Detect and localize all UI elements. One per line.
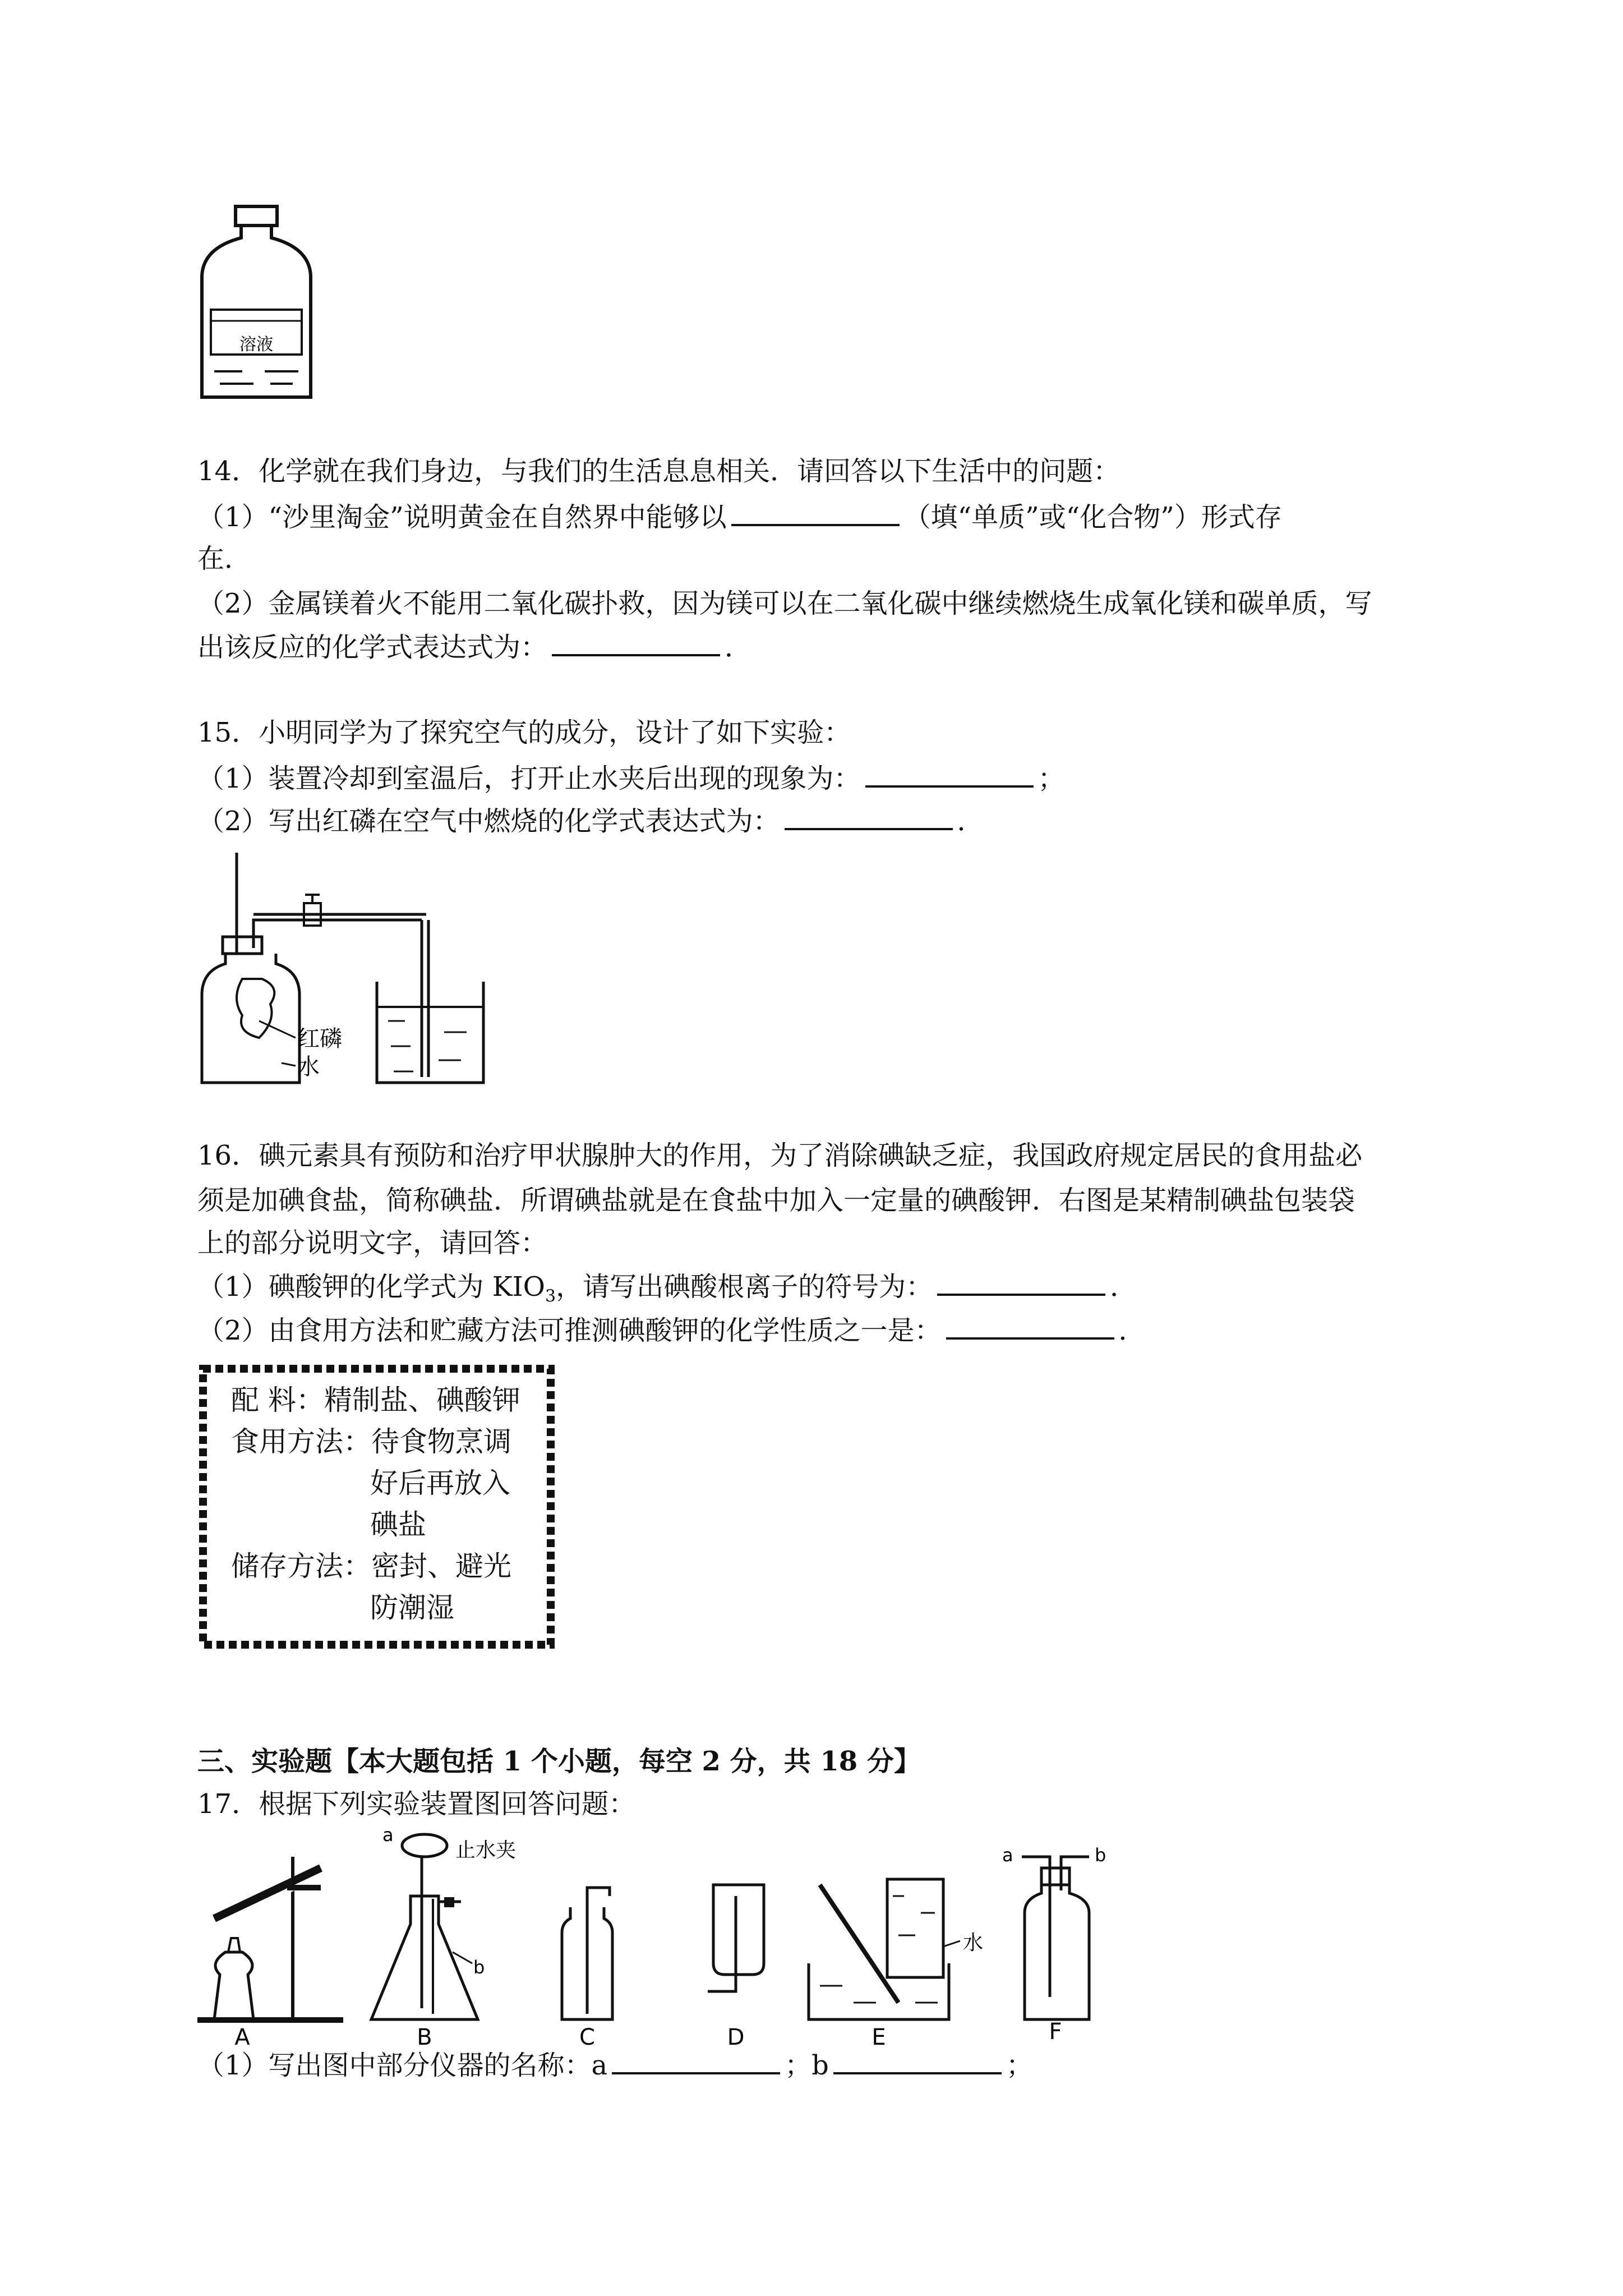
q16-p1-sub: 3 bbox=[545, 1286, 556, 1306]
q16-p2-end: ． bbox=[1118, 1315, 1146, 1346]
q17-blank-b[interactable] bbox=[833, 2047, 1002, 2074]
label-water-e: 水 bbox=[963, 1931, 984, 1954]
q16-blank1[interactable] bbox=[937, 1269, 1105, 1296]
salt-usage: 食用方法：待食物烹调 bbox=[231, 1425, 511, 1458]
salt-storage: 储存方法：密封、避光 bbox=[231, 1550, 511, 1582]
q15-p2-text: （2）写出红磷在空气中燃烧的化学式表达式为： bbox=[197, 806, 780, 837]
q17-part1 bbox=[197, 2047, 1033, 2082]
q15-p1-text: （1）装置冷却到室温后，打开止水夹后出现的现象为： bbox=[197, 763, 861, 794]
q16-line2: 须是加碘食盐，简称碘盐．所谓碘盐就是在食盐中加入一定量的碘酸钾．右图是某精制碘盐包装袋 bbox=[197, 1185, 1355, 1216]
label-clip: 止水夹 bbox=[455, 1839, 517, 1862]
q15-stem: 15．小明同学为了探究空气的成分，设计了如下实验： bbox=[197, 717, 851, 748]
q16-p1-text2: ，请写出碘酸根离子的符号为： bbox=[556, 1271, 933, 1303]
apparatus-a bbox=[197, 1857, 343, 2050]
q15-blank2[interactable] bbox=[785, 803, 953, 830]
q15-part2 bbox=[197, 803, 984, 838]
salt-storage-cont: 防潮湿 bbox=[370, 1591, 454, 1624]
q15-blank1[interactable] bbox=[865, 761, 1034, 788]
q17-stem: 17．根据下列实验装置图回答问题： bbox=[197, 1788, 636, 1820]
label-a-funnel: a bbox=[382, 1824, 394, 1846]
q14-part2: （2）金属镁着火不能用二氧化碳扑救，因为镁可以在二氧化碳中继续燃烧生成氧化镁和碳单质，写 bbox=[197, 588, 1372, 619]
apparatus-b bbox=[371, 1824, 516, 2050]
label-c-upper: C bbox=[579, 2024, 595, 2050]
salt-ingredients: 配 料：精制盐、碘酸钾 bbox=[231, 1384, 520, 1416]
salt-usage-cont1: 好后再放入 bbox=[370, 1467, 510, 1499]
q17-p1-end: ； bbox=[1006, 2050, 1033, 2081]
label-f-b: b bbox=[1095, 1844, 1106, 1866]
q15-part1 bbox=[197, 761, 1065, 795]
label-e-upper: E bbox=[872, 2024, 886, 2050]
q14-part2-cont bbox=[197, 629, 751, 664]
label-f-a: a bbox=[1002, 1844, 1013, 1866]
q16-p1-text: （1）碘酸钾的化学式为 KIO bbox=[197, 1271, 545, 1303]
reagent-bottle-figure bbox=[197, 203, 315, 399]
q15-p1-end: ； bbox=[1038, 763, 1065, 794]
apparatus-d bbox=[708, 1885, 764, 2050]
q17-blank-a[interactable] bbox=[612, 2047, 780, 2074]
red-phosphorus-label: 红磷 bbox=[297, 1026, 342, 1052]
q14-p1-hint: （填“单质”或“化合物”）形式存 bbox=[903, 501, 1282, 533]
q14-p2-end: ． bbox=[725, 632, 752, 663]
apparatus-e bbox=[809, 1879, 983, 2050]
label-a-upper: A bbox=[234, 2024, 250, 2050]
label-f-upper: F bbox=[1049, 2019, 1062, 2045]
q14-blank1[interactable] bbox=[731, 499, 900, 526]
salt-usage-cont2: 碘盐 bbox=[370, 1508, 426, 1541]
q16-p1-end: ． bbox=[1110, 1271, 1137, 1303]
air-composition-apparatus bbox=[197, 853, 568, 1088]
q16-line3: 上的部分说明文字，请回答： bbox=[197, 1227, 548, 1259]
q14-p2-text: 出该反应的化学式表达式为： bbox=[197, 632, 548, 663]
q14-blank2[interactable] bbox=[552, 629, 720, 656]
label-d-upper: D bbox=[727, 2024, 745, 2050]
water-label: 水 bbox=[297, 1054, 320, 1080]
q14-p1-text: （1）“沙里淘金”说明黄金在自然界中能够以 bbox=[197, 501, 727, 533]
q16-part1 bbox=[197, 1269, 1137, 1314]
section3-heading: 三、实验题【本大题包括 1 个小题，每空 2 分，共 18 分】 bbox=[197, 1746, 921, 1777]
q15-p2-end: ． bbox=[957, 806, 984, 837]
label-b-tube: b bbox=[473, 1957, 485, 1978]
bottle-label: 溶液 bbox=[239, 335, 273, 355]
q17-p1-b: ；b bbox=[785, 2050, 829, 2081]
q16-part2 bbox=[197, 1313, 1146, 1347]
label-b-upper: B bbox=[417, 2024, 432, 2050]
apparatus-f bbox=[1002, 1844, 1106, 2045]
iodized-salt-label bbox=[197, 1363, 556, 1650]
q14-part1 bbox=[197, 499, 1282, 534]
q16-line1: 16．碘元素具有预防和治疗甲状腺肿大的作用，为了消除碘缺乏症，我国政府规定居民的食用盐必 bbox=[197, 1140, 1363, 1171]
q16-blank2[interactable] bbox=[946, 1313, 1114, 1340]
apparatus-c bbox=[562, 1888, 612, 2050]
q14-part1-cont: 在． bbox=[197, 543, 252, 574]
q16-p2-text: （2）由食用方法和贮藏方法可推测碘酸钾的化学性质之一是： bbox=[197, 1315, 942, 1346]
q14-stem: 14．化学就在我们身边，与我们的生活息息相关．请回答以下生活中的问题： bbox=[197, 455, 1121, 487]
q17-p1-text: （1）写出图中部分仪器的名称：a bbox=[197, 2050, 608, 2081]
lab-apparatus-figure bbox=[197, 1824, 1151, 2050]
